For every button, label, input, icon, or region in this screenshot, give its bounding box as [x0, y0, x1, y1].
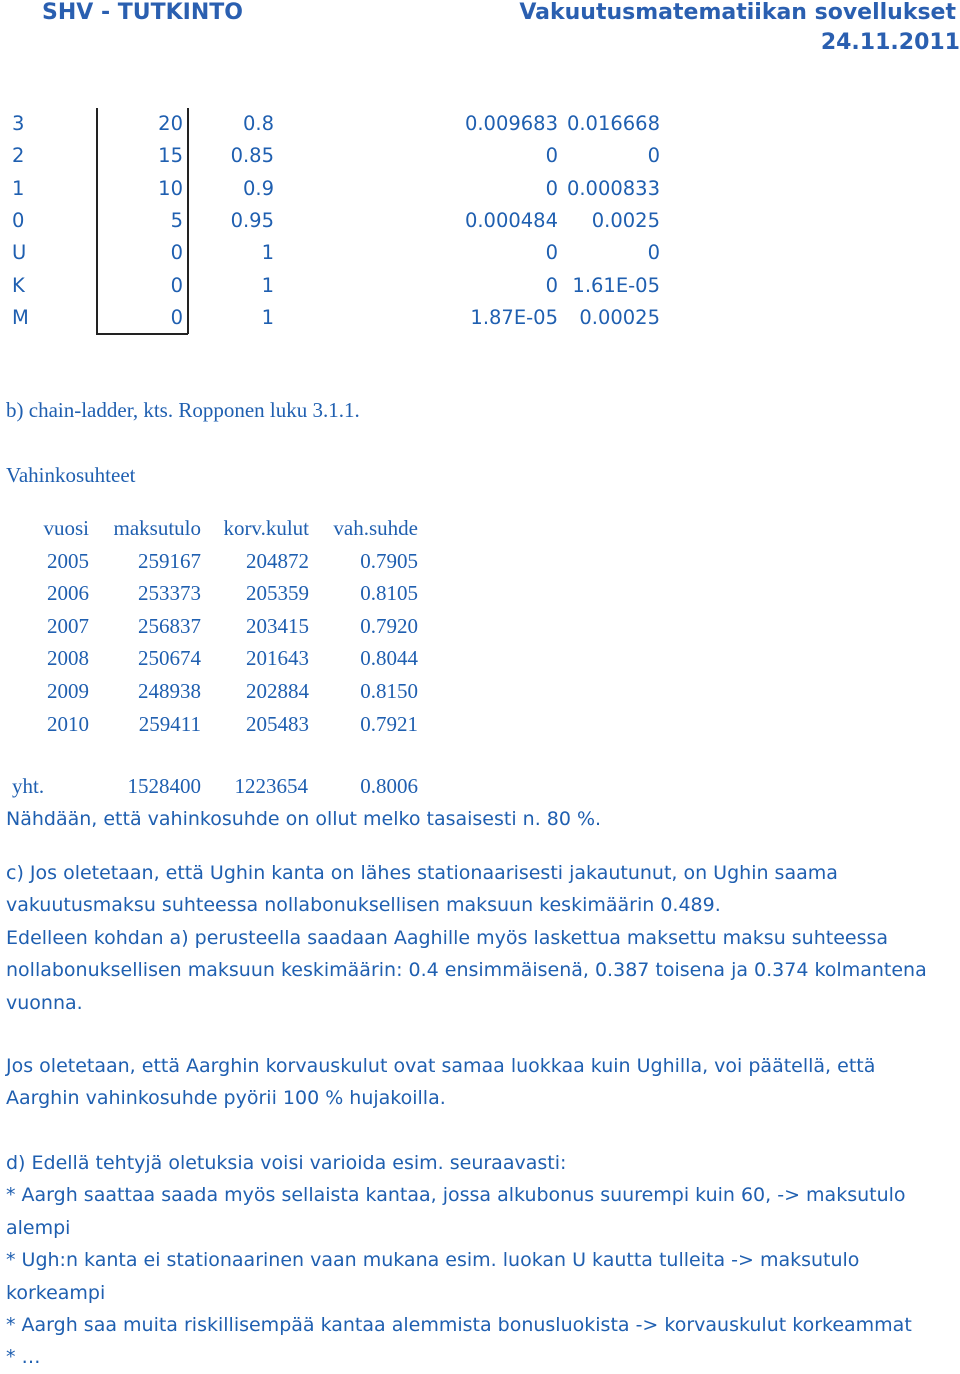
table-row [0, 545, 460, 577]
table-row [0, 642, 460, 674]
table-cell: 0 [647, 144, 660, 168]
table-row [0, 108, 700, 140]
table-cell: 204872 [246, 548, 309, 573]
table-row [0, 577, 460, 609]
section-b-subheading: Vahinkosuhteet [6, 463, 136, 487]
table-cell: 0 [170, 241, 183, 265]
table-cell: 15 [158, 144, 183, 168]
header-right-title: Vakuutusmatematiikan sovellukset [519, 0, 956, 25]
table-cell: U [12, 241, 27, 265]
table-cell: 2005 [47, 548, 89, 573]
table-cell: 0.8150 [360, 679, 418, 703]
table-cell: 1 [12, 176, 25, 200]
table-row [0, 237, 700, 269]
table-cell: 259167 [138, 548, 201, 573]
table-row [0, 205, 700, 237]
table-cell: 202884 [246, 679, 309, 703]
table-cell: 0 [12, 208, 25, 232]
table-cell: 1 [261, 273, 274, 297]
paragraph-line: alempi [6, 1216, 71, 1239]
table-row [0, 173, 700, 205]
paragraph-line: vakuutusmaksu suhteessa nollabonuksellisen maksuun keskimäärin 0.489. [6, 894, 721, 917]
table-row [0, 270, 700, 302]
table-cell: K [12, 273, 25, 297]
table-cell: 256837 [138, 613, 201, 638]
table-cell: 10 [158, 176, 183, 200]
table-cell: 0.95 [230, 208, 274, 232]
paragraph-line: korkeampi [6, 1281, 106, 1304]
table-cell: 203415 [246, 613, 309, 638]
table-cell: 0 [545, 273, 558, 297]
paragraph-line: * Aargh saa muita riskillisempää kantaa alemmista bonusluokista -> korvauskulut korkeammat [6, 1314, 912, 1337]
header-date: 24.11.2011 [820, 30, 960, 55]
table-cell: 0.9 [242, 176, 274, 200]
table-row [0, 610, 460, 642]
table-cell: 1.61E-05 [572, 273, 660, 297]
paragraph-line: nollabonuksellisen maksuun keskimäärin: 0.4 ensimmäisenä, 0.387 toisena ja 0.374 kolmantena [6, 959, 927, 982]
paragraph-line: Jos oletetaan, että Aarghin korvauskulut ovat samaa luokkaa kuin Ughilla, voi päätellä, että [6, 1055, 876, 1077]
table-cell: 0.0025 [591, 208, 660, 232]
table-cell: 1 [261, 305, 274, 329]
table-cell: 0 [545, 176, 558, 200]
section-d-paragraph [6, 1147, 946, 1374]
table-cell: 0 [545, 144, 558, 168]
paragraph-line: d) Edellä tehtyjä oletuksia voisi varioida esim. seuraavasti: [6, 1152, 567, 1174]
table-cell: 0.009683 [464, 112, 558, 135]
table-cell: 0 [170, 305, 183, 329]
paragraph-line: * Ugh:n kanta ei stationaarinen vaan mukana esim. luokan U kautta tulleita -> maksutulo [6, 1249, 860, 1272]
section-b-heading: b) chain-ladder, kts. Ropponen luku 3.1.1. [6, 398, 360, 422]
table-cell: 201643 [246, 646, 309, 671]
table-cell: 0.000833 [566, 176, 660, 200]
table-cell: 2006 [47, 581, 89, 606]
table-cell: 205359 [246, 581, 309, 606]
table-cell: 250674 [138, 646, 201, 671]
table-cell: 5 [170, 208, 183, 232]
table-cell: 0.8044 [360, 646, 418, 671]
table-cell: 0.8105 [360, 581, 418, 606]
total-ratio: 0.8006 [360, 774, 418, 798]
table-row [0, 302, 700, 334]
paragraph-line: * … [6, 1346, 41, 1369]
table-cell: 0.8 [242, 112, 274, 135]
column-header: vah.suhde [333, 516, 418, 540]
table-cell: 1 [261, 241, 274, 265]
paragraph-line: c) Jos oletetaan, että Ughin kanta on lähes stationaarisesti jakautunut, on Ughin saama [6, 862, 838, 884]
table-cell: 0.000484 [464, 208, 558, 232]
table-cell: 0 [170, 273, 183, 297]
table-row [0, 675, 460, 707]
table-cell: 0.00025 [579, 305, 660, 329]
column-header: vuosi [43, 516, 89, 540]
table-cell: 2008 [47, 646, 89, 671]
table-cell: 1.87E-05 [470, 305, 558, 329]
paragraph-line: Aarghin vahinkosuhde pyörii 100 % hujakoilla. [6, 1087, 446, 1110]
table-cell: 205483 [246, 711, 309, 736]
paragraph-line: vuonna. [6, 991, 83, 1014]
table-cell: 0.016668 [566, 112, 660, 135]
column-header: maksutulo [113, 516, 201, 540]
table-cell: 2009 [47, 679, 89, 703]
table-header-row [0, 512, 460, 544]
table-cell: 2010 [47, 711, 89, 736]
section-c2-paragraph [6, 1050, 946, 1115]
total-label: yht. [12, 774, 45, 798]
paragraph-line: * Aargh saattaa saada myös sellaista kantaa, jossa alkubonus suurempi kuin 60, -> maksutulo [6, 1184, 906, 1207]
table-cell: 0.85 [230, 144, 274, 168]
table-row [0, 140, 700, 172]
table-cell: 2 [12, 144, 25, 168]
table-row [0, 708, 460, 740]
table-cell: 253373 [138, 581, 201, 606]
header-left-title: SHV - TUTKINTO [42, 0, 243, 25]
table-cell: 0.7905 [360, 548, 418, 573]
table-cell: 20 [158, 112, 183, 135]
observation-text: Nähdään, että vahinkosuhde on ollut melko tasaisesti n. 80 %. [6, 808, 602, 830]
table-cell: 3 [12, 112, 25, 135]
table-cell: M [12, 305, 29, 329]
table-cell: 259411 [138, 711, 201, 736]
table-cell: 0 [545, 241, 558, 265]
paragraph-line: Edelleen kohdan a) perusteella saadaan Aaghille myös laskettua maksettu maksu suhteessa [6, 926, 889, 949]
table-cell: 0 [647, 241, 660, 265]
section-c-paragraph [6, 857, 946, 1019]
table-cell: 248938 [138, 679, 201, 703]
total-premium: 1528400 [127, 774, 201, 798]
table-cell: 2007 [47, 613, 89, 638]
column-header: korv.kulut [223, 516, 309, 540]
table-cell: 0.7921 [360, 711, 418, 736]
total-claims: 1223654 [234, 774, 308, 798]
table-cell: 0.7920 [360, 613, 418, 638]
